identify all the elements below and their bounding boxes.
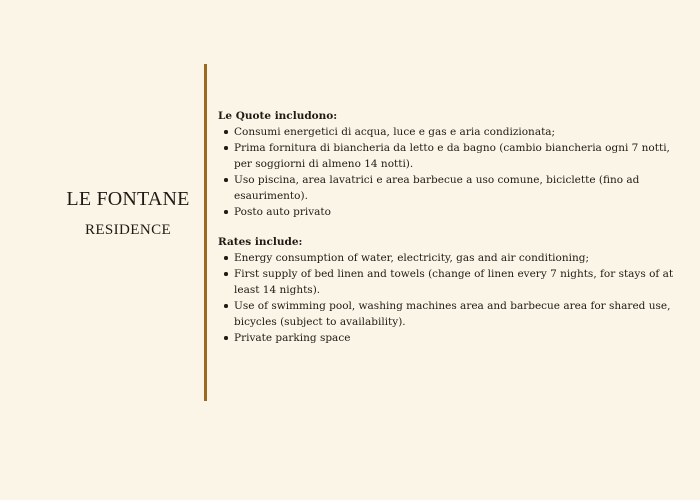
rates-content [218,108,674,346]
section-italian [218,108,674,220]
section-heading-italian: Le Quote includono: [218,110,338,122]
vertical-divider [204,64,207,401]
section-english [218,234,674,346]
list-item: Private parking space [218,330,674,346]
list-item: Use of swimming pool, washing machines area and barbecue area for shared use, bicycles (subject to availability). [218,298,674,330]
list-item: Uso piscina, area lavatrici e area barbecue a uso comune, biciclette (fino ad esaurimento). [218,172,674,204]
inclusions-list-italian [218,124,674,220]
list-item: Prima fornitura di biancheria da letto e da bagno (cambio biancheria ogni 7 notti, per soggiorni di almeno 14 notti). [218,140,674,172]
brand-title: LE FONTANE [66,188,190,210]
section-heading-english: Rates include: [218,236,303,248]
inclusions-list-english [218,250,674,346]
list-item: Energy consumption of water, electricity, gas and air conditioning; [218,250,674,266]
brand-subtitle: RESIDENCE [84,222,172,238]
brand-block [30,186,226,240]
list-item: First supply of bed linen and towels (change of linen every 7 nights, for stays of at least 14 nights). [218,266,674,298]
list-item: Consumi energetici di acqua, luce e gas e aria condizionata; [218,124,674,140]
list-item: Posto auto privato [218,204,674,220]
